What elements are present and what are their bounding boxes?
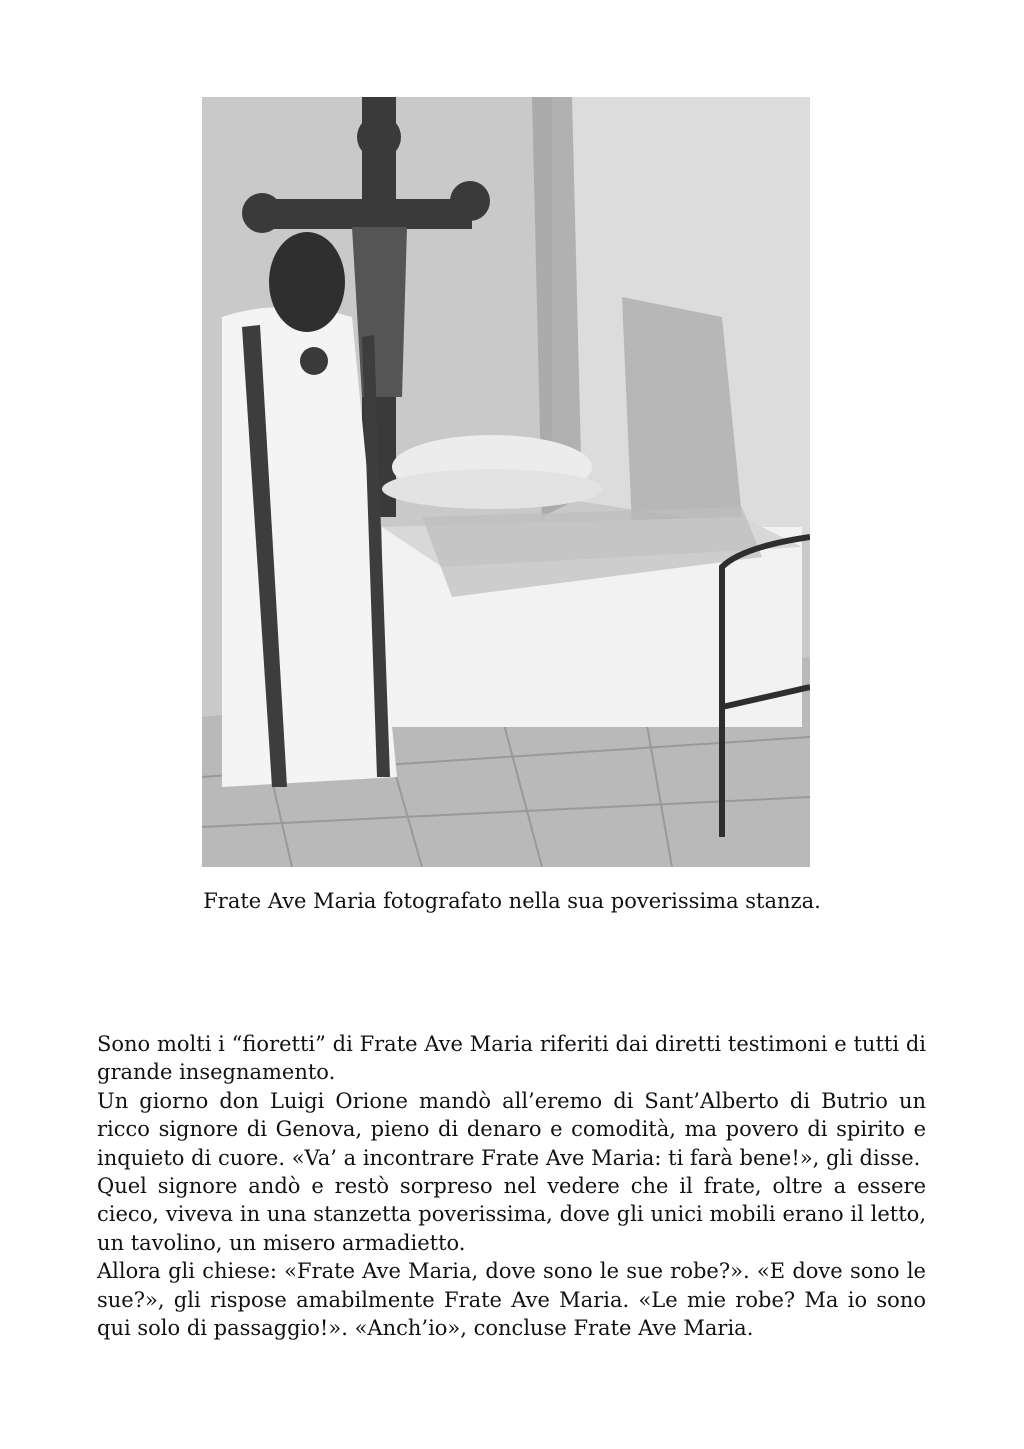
paragraph: Un giorno don Luigi Orione mandò all’eremo di Sant’Alberto di Butrio un ricco signore di Genova, pieno di denaro e comodità, ma povero di spirito e inquieto di cuore. «Va’ a incontrare Frate Ave Maria: ti farà bene!», gli disse. bbox=[97, 1088, 926, 1170]
paragraph: Allora gli chiese: «Frate Ave Maria, dove sono le sue robe?». «E dove sono le sue?», gli rispose amabilmente Frate Ave Maria. «Le mie robe? Ma io sono qui solo di passaggio!». «Anch’io», concluse Frate Ave Maria. bbox=[97, 1259, 926, 1341]
body-text bbox=[97, 1030, 926, 1342]
paragraph: Quel signore andò e restò sorpreso nel vedere che il frate, oltre a essere cieco, viveva in una stanzetta poverissima, dove gli unici mobili erano il letto, un tavolino, un misero armadietto. bbox=[97, 1174, 926, 1255]
paragraph: Sono molti i “fioretti” di Frate Ave Maria riferiti dai diretti testimoni e tutti di grande insegnamento. bbox=[97, 1032, 926, 1085]
photograph bbox=[202, 97, 810, 867]
photo-illustration bbox=[202, 97, 810, 867]
photo-caption: Frate Ave Maria fotografato nella sua poverissima stanza. bbox=[203, 889, 821, 913]
